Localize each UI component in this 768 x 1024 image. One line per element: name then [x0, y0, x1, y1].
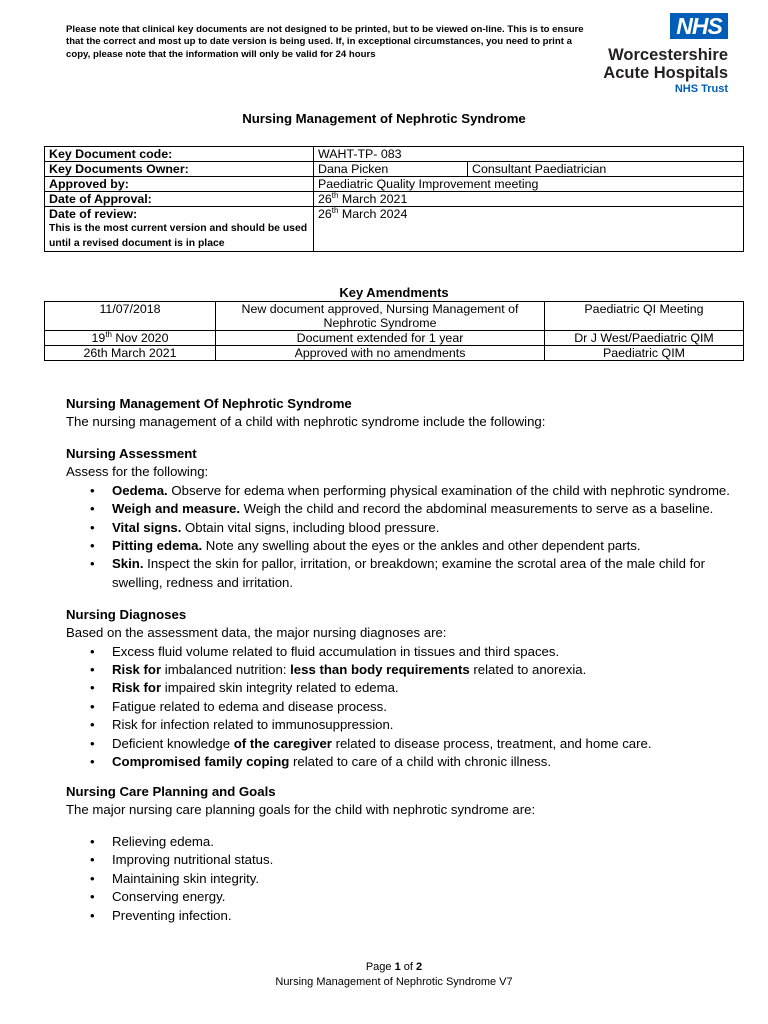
nhs-logo	[588, 13, 736, 103]
approved-value: Paediatric Quality Improvement meeting	[314, 177, 744, 192]
list-item: • Risk for infection related to immunosuppression.	[112, 716, 736, 734]
list-item: • Risk for imbalanced nutrition: less than body requirements related to anorexia.	[112, 661, 736, 679]
list-item: • Oedema. Observe for edema when performing physical examination of the child with nephrotic syndrome.	[112, 482, 736, 500]
amend-date: 26th March 2021	[45, 346, 216, 361]
table-row	[45, 177, 744, 192]
code-value: WAHT-TP- 083	[314, 147, 744, 162]
list-item: • Skin. Inspect the skin for pallor, irritation, or breakdown; examine the scrotal area of the male child for swelling, redness and irritation.	[112, 555, 736, 592]
list-item: • Pitting edema. Note any swelling about the eyes or the ankles and other dependent parts.	[112, 537, 736, 555]
org-trust: NHS Trust	[674, 83, 728, 95]
amend-by: Paediatric QI Meeting	[545, 302, 744, 331]
diagnoses-list	[66, 643, 736, 772]
amendments-table	[44, 301, 744, 361]
list-item: • Excess fluid volume related to fluid accumulation in tissues and third spaces.	[112, 643, 736, 661]
planning-heading: Nursing Care Planning and Goals	[66, 783, 276, 799]
review-label-cell	[45, 207, 314, 252]
page-number: Page 1 of 2	[365, 961, 423, 973]
table-row	[45, 207, 744, 252]
list-item: • Compromised family coping related to care of a child with chronic illness.	[112, 753, 736, 771]
amend-desc: Document extended for 1 year	[216, 331, 545, 346]
review-label: Date of review:	[49, 207, 138, 221]
planning-intro: The major nursing care planning goals for the child with nephrotic syndrome are:	[66, 801, 536, 817]
list-item: • Maintaining skin integrity.	[112, 870, 736, 888]
table-row	[45, 162, 744, 177]
footer-document-name: Nursing Management of Nephrotic Syndrome V7	[275, 976, 513, 988]
assessment-list	[66, 482, 736, 592]
list-item: • Vital signs. Obtain vital signs, including blood pressure.	[112, 519, 736, 537]
amend-desc: New document approved, Nursing Management of Nephrotic Syndrome	[216, 302, 545, 331]
review-note: This is the most current version and should be used until a revised document is in place	[49, 223, 308, 249]
owner-name: Dana Picken	[314, 162, 468, 177]
amend-date: 19th Nov 2020	[45, 331, 216, 346]
owner-label: Key Documents Owner:	[45, 162, 314, 177]
list-item: • Weigh and measure. Weigh the child and record the abdominal measurements to serve as a baseline.	[112, 500, 736, 518]
review-date: 26th March 2024	[314, 207, 744, 252]
table-row	[45, 346, 744, 361]
list-item: • Conserving energy.	[112, 888, 736, 906]
table-row	[45, 147, 744, 162]
list-item: • Improving nutritional status.	[112, 851, 736, 869]
nhs-badge: NHS	[670, 13, 728, 39]
amend-date: 11/07/2018	[45, 302, 216, 331]
assessment-intro: Assess for the following:	[66, 464, 209, 480]
document-body	[66, 395, 736, 925]
diagnoses-heading: Nursing Diagnoses	[66, 607, 187, 623]
amend-by: Dr J West/Paediatric QIM	[545, 331, 744, 346]
key-document-table	[44, 146, 744, 252]
org-name-line1: Worcestershire	[608, 46, 728, 64]
table-row	[45, 302, 744, 331]
management-heading: Nursing Management Of Nephrotic Syndrome	[66, 396, 352, 411]
planning-list	[66, 833, 736, 925]
list-item: • Relieving edema.	[112, 833, 736, 851]
list-item: • Fatigue related to edema and disease process.	[112, 698, 736, 716]
table-row	[45, 192, 744, 207]
code-label: Key Document code:	[45, 147, 314, 162]
approved-label: Approved by:	[45, 177, 314, 192]
list-item: • Deficient knowledge of the caregiver related to disease process, treatment, and home care.	[112, 735, 736, 753]
print-notice: Please note that clinical key documents are not designed to be printed, but to be viewed on-line. This is to ensure that the correct and most up to date version is being used. If, in exceptional circumstances, you need to print a copy, please note that the information will only be valid for 24 hours	[66, 24, 584, 60]
assessment-heading: Nursing Assessment	[66, 446, 197, 462]
owner-role: Consultant Paediatrician	[468, 162, 744, 177]
document-title: Nursing Management of Nephrotic Syndrome	[242, 111, 526, 126]
amend-by: Paediatric QIM	[545, 346, 744, 361]
table-row	[45, 331, 744, 346]
amend-desc: Approved with no amendments	[216, 346, 545, 361]
list-item: • Preventing infection.	[112, 907, 736, 925]
approval-date: 26th March 2021	[314, 192, 744, 207]
org-name-line2: Acute Hospitals	[603, 64, 728, 82]
approval-label: Date of Approval:	[45, 192, 314, 207]
amendments-heading: Key Amendments	[339, 285, 449, 300]
diagnoses-intro: Based on the assessment data, the major nursing diagnoses are:	[66, 625, 447, 641]
list-item: • Risk for impaired skin integrity related to edema.	[112, 679, 736, 697]
management-intro: The nursing management of a child with nephrotic syndrome include the following:	[66, 414, 546, 429]
